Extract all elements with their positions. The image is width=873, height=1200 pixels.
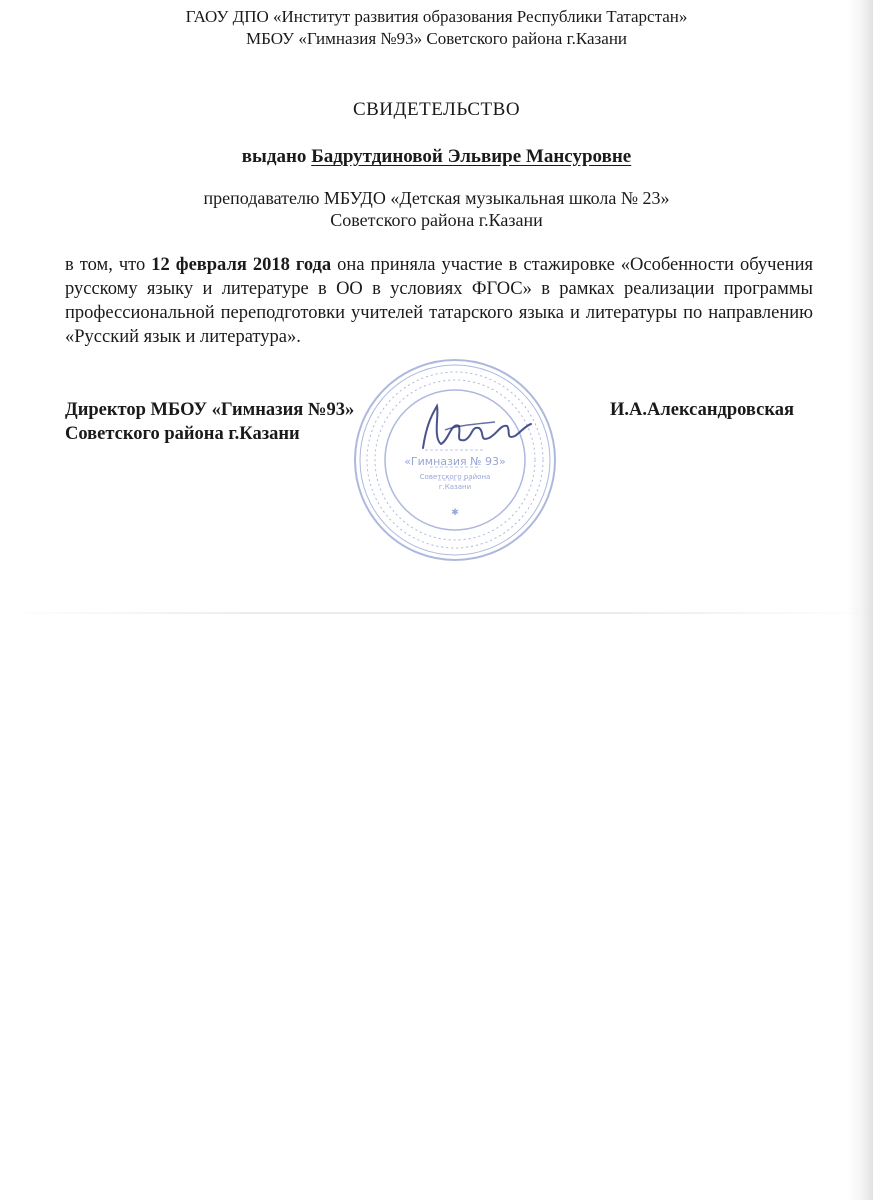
signatory-title-line-2: Советского района г.Казани [65,424,300,444]
signatory-title [65,398,385,446]
issued-prefix: выдано [241,146,307,167]
stamp-text-line-3: г.Казани [438,483,472,491]
header [0,6,873,50]
body-part-2: она приняла участие в стажировке «Особенности обучения русскому языку и литературе в ОО в условиях ФГОС» в рамках реализации программы профессиональной переподготовки учителей татарского языка и литературы по направлению «Русский язык и литература». [65,255,814,347]
certificate-body [65,253,813,349]
signatory-title-line-1: Директор МБОУ «Гимназия №93» [65,400,355,420]
recipient-position [0,187,873,231]
stamp-star-icon: ✱ [451,508,459,518]
stamp-text-line-1: «Гимназия № 93» [404,455,506,468]
official-stamp [350,355,560,565]
document-title: СВИДЕТЕЛЬСТВО [352,99,521,120]
header-line-1: ГАОУ ДПО «Институт развития образования Республики Татарстан» [185,7,688,26]
issued-to [0,146,873,168]
director-signature [415,400,535,460]
paper-fold-line [0,612,873,614]
stamp-text-line-2: Советского района [419,473,491,481]
header-line-2: МБОУ «Гимназия №93» Советского района г.Казани [245,29,628,48]
signatory-name: И.А.Александровская [610,400,794,420]
recipient-name: Бадрутдиновой Эльвире Мансуровне [311,146,632,167]
position-line-1: преподавателю МБУДО «Детская музыкальная школа № 23» [203,188,670,208]
body-part-1: в том, что [65,255,152,275]
position-line-2: Советского района г.Казани [330,210,543,230]
page-edge-shadow [847,0,873,1200]
event-date: 12 февраля 2018 года [151,255,332,275]
